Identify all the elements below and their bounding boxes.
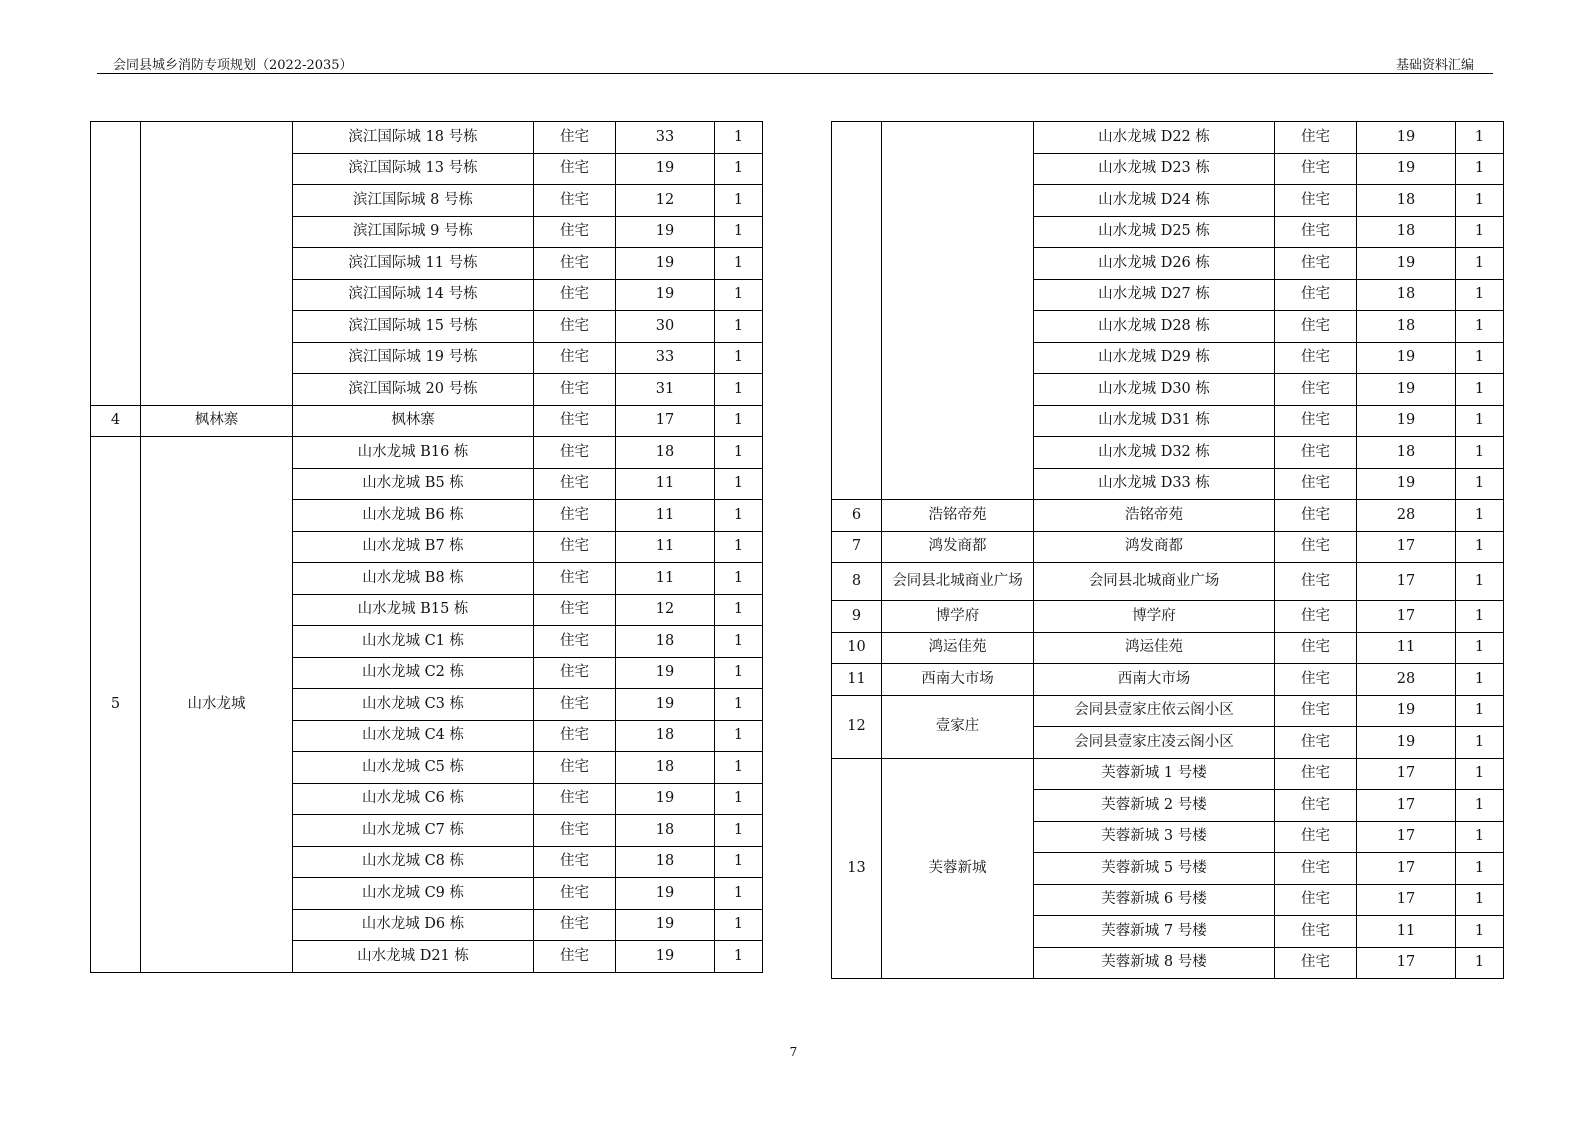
count-cell: 1 xyxy=(715,374,763,406)
count-cell: 1 xyxy=(1456,185,1504,217)
count-cell: 1 xyxy=(1456,790,1504,822)
floors-cell: 17 xyxy=(1357,821,1456,853)
building-name-cell: 芙蓉新城 5 号楼 xyxy=(1034,853,1275,885)
floors-cell: 19 xyxy=(616,279,715,311)
usage-cell: 住宅 xyxy=(534,783,616,815)
floors-cell: 17 xyxy=(1357,947,1456,979)
page-number: 7 xyxy=(789,1045,798,1059)
floors-cell: 19 xyxy=(1357,727,1456,759)
community-name-cell: 鸿运佳苑 xyxy=(882,632,1034,664)
usage-cell: 住宅 xyxy=(534,941,616,973)
building-name-cell: 滨江国际城 14 号栋 xyxy=(293,279,534,311)
count-cell: 1 xyxy=(1456,947,1504,979)
community-name-cell xyxy=(882,122,1034,500)
floors-cell: 19 xyxy=(616,783,715,815)
floors-cell: 28 xyxy=(1357,664,1456,696)
count-cell: 1 xyxy=(715,437,763,469)
document-header-section: 基础资料汇编 xyxy=(1395,58,1474,73)
usage-cell: 住宅 xyxy=(1275,884,1357,916)
count-cell: 1 xyxy=(1456,821,1504,853)
floors-cell: 33 xyxy=(616,122,715,154)
building-name-cell: 山水龙城 C7 栋 xyxy=(293,815,534,847)
count-cell: 1 xyxy=(715,342,763,374)
usage-cell: 住宅 xyxy=(1275,374,1357,406)
count-cell: 1 xyxy=(715,689,763,721)
usage-cell: 住宅 xyxy=(1275,821,1357,853)
building-name-cell: 滨江国际城 11 号栋 xyxy=(293,248,534,280)
community-name-cell: 浩铭帝苑 xyxy=(882,500,1034,532)
floors-cell: 17 xyxy=(1357,563,1456,601)
floors-cell: 11 xyxy=(616,500,715,532)
floors-cell: 18 xyxy=(1357,437,1456,469)
floors-cell: 33 xyxy=(616,342,715,374)
usage-cell: 住宅 xyxy=(1275,758,1357,790)
table-row xyxy=(832,601,1504,633)
usage-cell: 住宅 xyxy=(534,468,616,500)
usage-cell: 住宅 xyxy=(1275,853,1357,885)
serial-number-cell: 4 xyxy=(91,405,141,437)
usage-cell: 住宅 xyxy=(1275,153,1357,185)
community-name-cell: 博学府 xyxy=(882,601,1034,633)
building-name-cell: 会同县壹家庄凌云阁小区 xyxy=(1034,727,1275,759)
building-name-cell: 滨江国际城 9 号栋 xyxy=(293,216,534,248)
table-row xyxy=(832,500,1504,532)
count-cell: 1 xyxy=(1456,500,1504,532)
building-name-cell: 滨江国际城 8 号栋 xyxy=(293,185,534,217)
building-name-cell: 山水龙城 B16 栋 xyxy=(293,437,534,469)
usage-cell: 住宅 xyxy=(1275,468,1357,500)
building-name-cell: 山水龙城 D27 栋 xyxy=(1034,279,1275,311)
building-name-cell: 芙蓉新城 1 号楼 xyxy=(1034,758,1275,790)
usage-cell: 住宅 xyxy=(534,878,616,910)
count-cell: 1 xyxy=(715,720,763,752)
usage-cell: 住宅 xyxy=(534,563,616,595)
usage-cell: 住宅 xyxy=(1275,916,1357,948)
serial-number-cell: 12 xyxy=(832,695,882,758)
usage-cell: 住宅 xyxy=(534,122,616,154)
floors-cell: 18 xyxy=(616,815,715,847)
building-name-cell: 滨江国际城 20 号栋 xyxy=(293,374,534,406)
floors-cell: 19 xyxy=(1357,248,1456,280)
usage-cell: 住宅 xyxy=(534,657,616,689)
floors-cell: 19 xyxy=(1357,468,1456,500)
count-cell: 1 xyxy=(1456,216,1504,248)
floors-cell: 11 xyxy=(1357,916,1456,948)
building-name-cell: 芙蓉新城 8 号楼 xyxy=(1034,947,1275,979)
right-building-table xyxy=(831,121,1504,979)
building-name-cell: 山水龙城 D31 栋 xyxy=(1034,405,1275,437)
building-name-cell: 浩铭帝苑 xyxy=(1034,500,1275,532)
building-name-cell: 山水龙城 D24 栋 xyxy=(1034,185,1275,217)
building-name-cell: 山水龙城 C3 栋 xyxy=(293,689,534,721)
count-cell: 1 xyxy=(1456,758,1504,790)
building-name-cell: 芙蓉新城 2 号楼 xyxy=(1034,790,1275,822)
count-cell: 1 xyxy=(1456,342,1504,374)
usage-cell: 住宅 xyxy=(1275,695,1357,727)
count-cell: 1 xyxy=(715,153,763,185)
usage-cell: 住宅 xyxy=(534,248,616,280)
building-name-cell: 鸿发商都 xyxy=(1034,531,1275,563)
table-row xyxy=(91,437,763,469)
usage-cell: 住宅 xyxy=(534,689,616,721)
count-cell: 1 xyxy=(1456,727,1504,759)
count-cell: 1 xyxy=(715,405,763,437)
floors-cell: 17 xyxy=(1357,884,1456,916)
count-cell: 1 xyxy=(1456,468,1504,500)
count-cell: 1 xyxy=(1456,601,1504,633)
floors-cell: 19 xyxy=(616,878,715,910)
usage-cell: 住宅 xyxy=(534,279,616,311)
floors-cell: 18 xyxy=(616,846,715,878)
count-cell: 1 xyxy=(1456,916,1504,948)
usage-cell: 住宅 xyxy=(1275,632,1357,664)
usage-cell: 住宅 xyxy=(534,216,616,248)
community-name-cell: 会同县北城商业广场 xyxy=(882,563,1034,601)
building-name-cell: 博学府 xyxy=(1034,601,1275,633)
usage-cell: 住宅 xyxy=(534,752,616,784)
usage-cell: 住宅 xyxy=(534,626,616,658)
floors-cell: 12 xyxy=(616,594,715,626)
table-row xyxy=(832,758,1504,790)
count-cell: 1 xyxy=(715,783,763,815)
floors-cell: 19 xyxy=(616,657,715,689)
building-name-cell: 山水龙城 B7 栋 xyxy=(293,531,534,563)
floors-cell: 19 xyxy=(1357,405,1456,437)
usage-cell: 住宅 xyxy=(534,720,616,752)
building-name-cell: 山水龙城 C2 栋 xyxy=(293,657,534,689)
floors-cell: 18 xyxy=(1357,279,1456,311)
count-cell: 1 xyxy=(715,279,763,311)
count-cell: 1 xyxy=(715,500,763,532)
count-cell: 1 xyxy=(1456,853,1504,885)
building-name-cell: 山水龙城 B8 栋 xyxy=(293,563,534,595)
document-header-title: 会同县城乡消防专项规划（2022-2035） xyxy=(113,58,353,73)
floors-cell: 19 xyxy=(1357,374,1456,406)
floors-cell: 31 xyxy=(616,374,715,406)
building-name-cell: 山水龙城 D22 栋 xyxy=(1034,122,1275,154)
table-row xyxy=(91,122,763,154)
usage-cell: 住宅 xyxy=(534,153,616,185)
count-cell: 1 xyxy=(1456,248,1504,280)
count-cell: 1 xyxy=(1456,122,1504,154)
usage-cell: 住宅 xyxy=(1275,727,1357,759)
building-name-cell: 山水龙城 C6 栋 xyxy=(293,783,534,815)
building-name-cell: 山水龙城 D33 栋 xyxy=(1034,468,1275,500)
usage-cell: 住宅 xyxy=(534,311,616,343)
count-cell: 1 xyxy=(1456,405,1504,437)
floors-cell: 11 xyxy=(616,531,715,563)
building-name-cell: 山水龙城 B5 栋 xyxy=(293,468,534,500)
table-row xyxy=(832,122,1504,154)
building-name-cell: 会同县壹家庄依云阁小区 xyxy=(1034,695,1275,727)
usage-cell: 住宅 xyxy=(1275,601,1357,633)
count-cell: 1 xyxy=(715,311,763,343)
count-cell: 1 xyxy=(1456,374,1504,406)
floors-cell: 11 xyxy=(616,468,715,500)
usage-cell: 住宅 xyxy=(1275,248,1357,280)
table-row xyxy=(832,664,1504,696)
usage-cell: 住宅 xyxy=(1275,563,1357,601)
table-row xyxy=(832,531,1504,563)
usage-cell: 住宅 xyxy=(1275,664,1357,696)
building-name-cell: 山水龙城 B15 栋 xyxy=(293,594,534,626)
serial-number-cell: 9 xyxy=(832,601,882,633)
usage-cell: 住宅 xyxy=(1275,342,1357,374)
building-name-cell: 山水龙城 D25 栋 xyxy=(1034,216,1275,248)
building-name-cell: 山水龙城 C9 栋 xyxy=(293,878,534,910)
usage-cell: 住宅 xyxy=(1275,311,1357,343)
building-name-cell: 山水龙城 C5 栋 xyxy=(293,752,534,784)
building-name-cell: 山水龙城 C8 栋 xyxy=(293,846,534,878)
usage-cell: 住宅 xyxy=(534,500,616,532)
count-cell: 1 xyxy=(715,216,763,248)
usage-cell: 住宅 xyxy=(1275,947,1357,979)
count-cell: 1 xyxy=(715,657,763,689)
community-name-cell: 西南大市场 xyxy=(882,664,1034,696)
serial-number-cell: 8 xyxy=(832,563,882,601)
floors-cell: 18 xyxy=(616,720,715,752)
header-rule xyxy=(97,73,1493,74)
count-cell: 1 xyxy=(715,752,763,784)
building-name-cell: 西南大市场 xyxy=(1034,664,1275,696)
count-cell: 1 xyxy=(715,941,763,973)
building-name-cell: 山水龙城 C1 栋 xyxy=(293,626,534,658)
usage-cell: 住宅 xyxy=(1275,531,1357,563)
floors-cell: 19 xyxy=(616,689,715,721)
serial-number-cell: 13 xyxy=(832,758,882,979)
floors-cell: 19 xyxy=(1357,153,1456,185)
floors-cell: 17 xyxy=(1357,601,1456,633)
count-cell: 1 xyxy=(1456,695,1504,727)
community-name-cell: 枫林寨 xyxy=(141,405,293,437)
floors-cell: 19 xyxy=(616,248,715,280)
floors-cell: 19 xyxy=(616,216,715,248)
floors-cell: 11 xyxy=(616,563,715,595)
count-cell: 1 xyxy=(1456,279,1504,311)
community-name-cell: 鸿发商都 xyxy=(882,531,1034,563)
building-name-cell: 山水龙城 C4 栋 xyxy=(293,720,534,752)
table-row xyxy=(832,563,1504,601)
floors-cell: 30 xyxy=(616,311,715,343)
building-name-cell: 山水龙城 D26 栋 xyxy=(1034,248,1275,280)
count-cell: 1 xyxy=(715,531,763,563)
usage-cell: 住宅 xyxy=(534,815,616,847)
floors-cell: 18 xyxy=(1357,185,1456,217)
community-name-cell: 芙蓉新城 xyxy=(882,758,1034,979)
count-cell: 1 xyxy=(1456,153,1504,185)
floors-cell: 12 xyxy=(616,185,715,217)
serial-number-cell xyxy=(91,122,141,406)
serial-number-cell: 11 xyxy=(832,664,882,696)
floors-cell: 11 xyxy=(1357,632,1456,664)
floors-cell: 17 xyxy=(1357,853,1456,885)
usage-cell: 住宅 xyxy=(534,405,616,437)
count-cell: 1 xyxy=(715,594,763,626)
count-cell: 1 xyxy=(715,122,763,154)
community-name-cell: 壹家庄 xyxy=(882,695,1034,758)
count-cell: 1 xyxy=(715,909,763,941)
building-name-cell: 滨江国际城 13 号栋 xyxy=(293,153,534,185)
count-cell: 1 xyxy=(715,185,763,217)
count-cell: 1 xyxy=(715,248,763,280)
count-cell: 1 xyxy=(1456,632,1504,664)
table-row xyxy=(832,632,1504,664)
serial-number-cell: 6 xyxy=(832,500,882,532)
usage-cell: 住宅 xyxy=(1275,122,1357,154)
usage-cell: 住宅 xyxy=(1275,279,1357,311)
floors-cell: 19 xyxy=(616,909,715,941)
building-name-cell: 鸿运佳苑 xyxy=(1034,632,1275,664)
floors-cell: 19 xyxy=(1357,695,1456,727)
floors-cell: 28 xyxy=(1357,500,1456,532)
left-building-table xyxy=(90,121,763,973)
count-cell: 1 xyxy=(1456,664,1504,696)
building-name-cell: 芙蓉新城 3 号楼 xyxy=(1034,821,1275,853)
floors-cell: 19 xyxy=(616,153,715,185)
floors-cell: 18 xyxy=(616,437,715,469)
building-name-cell: 山水龙城 D6 栋 xyxy=(293,909,534,941)
usage-cell: 住宅 xyxy=(534,374,616,406)
usage-cell: 住宅 xyxy=(534,531,616,563)
building-name-cell: 山水龙城 D23 栋 xyxy=(1034,153,1275,185)
usage-cell: 住宅 xyxy=(1275,405,1357,437)
count-cell: 1 xyxy=(715,563,763,595)
building-name-cell: 山水龙城 D32 栋 xyxy=(1034,437,1275,469)
count-cell: 1 xyxy=(715,815,763,847)
community-name-cell xyxy=(141,122,293,406)
serial-number-cell: 7 xyxy=(832,531,882,563)
usage-cell: 住宅 xyxy=(534,342,616,374)
count-cell: 1 xyxy=(1456,531,1504,563)
building-name-cell: 山水龙城 B6 栋 xyxy=(293,500,534,532)
floors-cell: 18 xyxy=(616,752,715,784)
floors-cell: 17 xyxy=(616,405,715,437)
building-name-cell: 芙蓉新城 7 号楼 xyxy=(1034,916,1275,948)
floors-cell: 19 xyxy=(1357,122,1456,154)
building-name-cell: 滨江国际城 18 号栋 xyxy=(293,122,534,154)
floors-cell: 17 xyxy=(1357,790,1456,822)
floors-cell: 17 xyxy=(1357,758,1456,790)
floors-cell: 19 xyxy=(1357,342,1456,374)
building-name-cell: 山水龙城 D28 栋 xyxy=(1034,311,1275,343)
building-name-cell: 会同县北城商业广场 xyxy=(1034,563,1275,601)
community-name-cell: 山水龙城 xyxy=(141,437,293,973)
usage-cell: 住宅 xyxy=(1275,500,1357,532)
usage-cell: 住宅 xyxy=(534,846,616,878)
serial-number-cell: 5 xyxy=(91,437,141,973)
building-name-cell: 山水龙城 D21 栋 xyxy=(293,941,534,973)
usage-cell: 住宅 xyxy=(1275,790,1357,822)
floors-cell: 18 xyxy=(1357,216,1456,248)
floors-cell: 17 xyxy=(1357,531,1456,563)
usage-cell: 住宅 xyxy=(534,909,616,941)
floors-cell: 18 xyxy=(616,626,715,658)
count-cell: 1 xyxy=(715,468,763,500)
count-cell: 1 xyxy=(1456,311,1504,343)
building-name-cell: 芙蓉新城 6 号楼 xyxy=(1034,884,1275,916)
count-cell: 1 xyxy=(715,846,763,878)
count-cell: 1 xyxy=(715,626,763,658)
table-row xyxy=(832,695,1504,727)
serial-number-cell: 10 xyxy=(832,632,882,664)
count-cell: 1 xyxy=(715,878,763,910)
usage-cell: 住宅 xyxy=(1275,185,1357,217)
building-name-cell: 山水龙城 D29 栋 xyxy=(1034,342,1275,374)
serial-number-cell xyxy=(832,122,882,500)
floors-cell: 19 xyxy=(616,941,715,973)
usage-cell: 住宅 xyxy=(534,185,616,217)
building-name-cell: 枫林寨 xyxy=(293,405,534,437)
count-cell: 1 xyxy=(1456,884,1504,916)
table-row xyxy=(91,405,763,437)
usage-cell: 住宅 xyxy=(534,594,616,626)
usage-cell: 住宅 xyxy=(1275,216,1357,248)
building-name-cell: 滨江国际城 19 号栋 xyxy=(293,342,534,374)
building-name-cell: 滨江国际城 15 号栋 xyxy=(293,311,534,343)
usage-cell: 住宅 xyxy=(534,437,616,469)
count-cell: 1 xyxy=(1456,437,1504,469)
building-name-cell: 山水龙城 D30 栋 xyxy=(1034,374,1275,406)
floors-cell: 18 xyxy=(1357,311,1456,343)
count-cell: 1 xyxy=(1456,563,1504,601)
usage-cell: 住宅 xyxy=(1275,437,1357,469)
